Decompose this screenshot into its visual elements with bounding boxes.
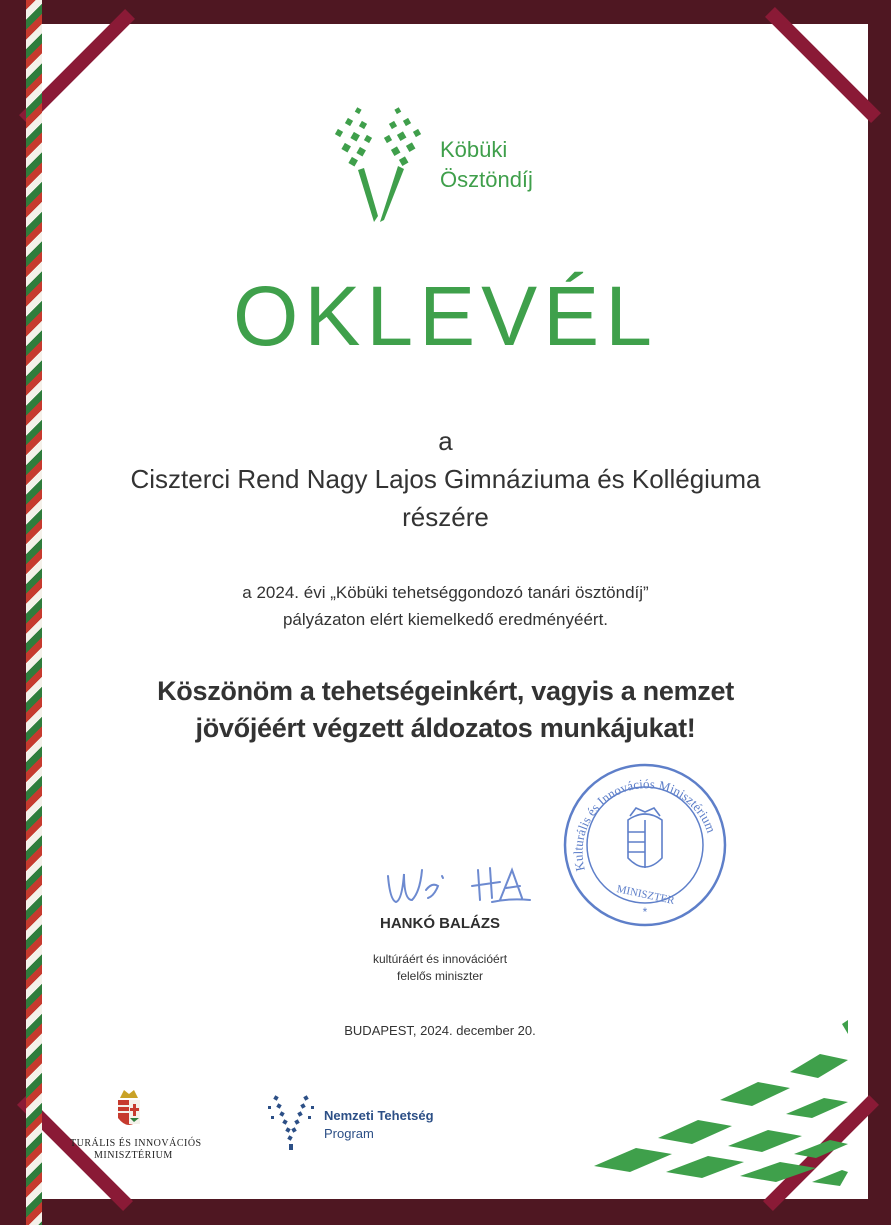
- certificate-title: OKLEVÉL: [233, 269, 658, 363]
- thanks-line-2: jövőjéért végzett áldozatos munkájukat!: [195, 713, 696, 743]
- nemzeti-tehetseg-logo-icon: [266, 1090, 316, 1152]
- logo-line-2: Ösztöndíj: [440, 167, 533, 192]
- signatory-name: HANKÓ BALÁZS: [380, 915, 500, 932]
- signatory-title-line-2: felelős miniszter: [396, 969, 484, 983]
- recipient-prefix: a: [438, 426, 453, 456]
- stamp-center-text: MINISZTER: [615, 883, 676, 908]
- issue-date: BUDAPEST, 2024. december 20.: [344, 1023, 536, 1038]
- thanks-line-1: Köszönöm a tehetségeinkért, vagyis a nemzet: [157, 676, 734, 706]
- logo-line-1: Köbüki: [440, 137, 508, 162]
- kobuki-logo-text: [440, 135, 533, 195]
- recipient-suffix: részére: [402, 502, 489, 532]
- handwritten-signature: [380, 862, 540, 912]
- reason-line-2: pályázaton elért kiemelkedő eredményéért.: [282, 610, 609, 629]
- ministry-name-line-2: MINISZTÉRIUM: [94, 1150, 173, 1161]
- signatory-title-line-1: kultúráért és innovációért: [372, 952, 508, 966]
- kobuki-wheat-logo-icon: [328, 100, 428, 225]
- stamp-star-icon: *: [642, 905, 648, 919]
- decorative-green-shapes: [580, 1020, 868, 1200]
- stamp-ring-text: Kulturális és Innovációs Minisztérium: [570, 776, 720, 873]
- ministry-name-line-1: TURÁLIS ÉS INNOVÁCIÓS: [70, 1138, 202, 1149]
- program-name-line-1: Nemzeti Tehetség: [324, 1108, 434, 1123]
- ministry-stamp: [560, 760, 730, 930]
- recipient-name: Ciszterci Rend Nagy Lajos Gimnáziuma és Kollégiuma: [130, 464, 761, 494]
- reason-line-1: a 2024. évi „Köbüki tehetséggondozó tanári ösztöndíj”: [242, 583, 649, 602]
- program-name-line-2: Program: [324, 1126, 374, 1141]
- coat-of-arms-icon: [114, 1086, 144, 1134]
